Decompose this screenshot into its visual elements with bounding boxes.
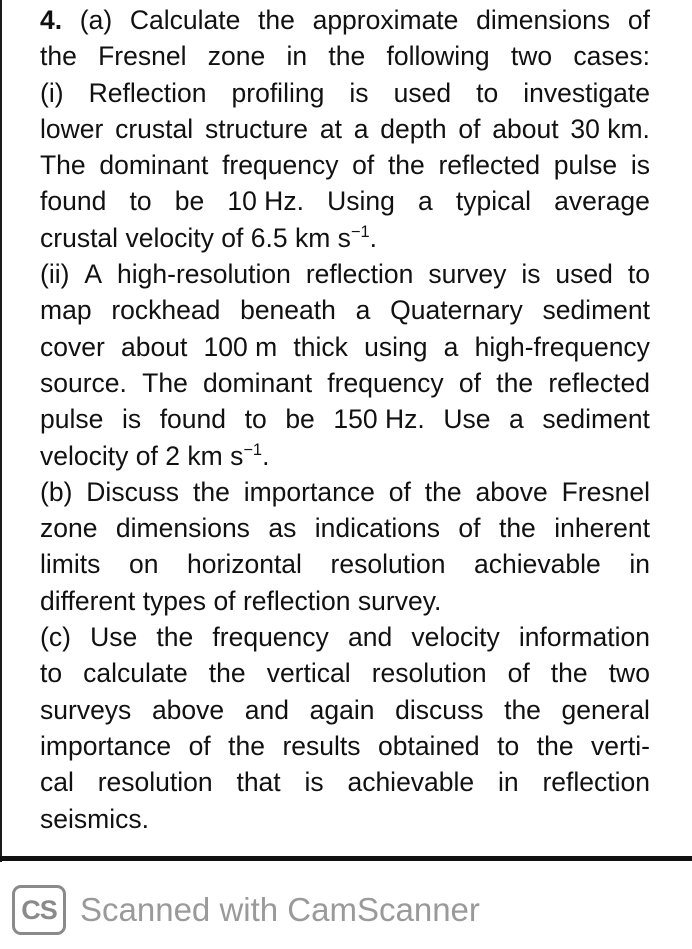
text-line [40,329,650,365]
text-line [40,292,650,328]
text-word: 30 km. [570,113,650,144]
text-word: of [135,440,158,471]
text-line [40,220,650,256]
text-word: types [142,585,207,616]
text-word: The [142,367,188,398]
text-line [40,474,650,510]
text-word: average [554,186,650,217]
text-word: 150 Hz. [333,404,425,435]
text-word: Calculate [129,5,241,35]
text-word: 10 Hz. [227,186,304,217]
text-word: is [630,150,650,181]
text-word: 100 m [203,331,278,362]
text-word: a [509,404,524,435]
text-word: resolution [97,767,213,798]
text-word: using [364,331,428,362]
text-line [40,147,650,183]
question-number: 4. [40,5,63,35]
text-word: again [309,694,375,725]
text-word: of [213,585,236,616]
text-line [40,38,650,74]
text-word: 2 km $s^{-1}$. [165,440,270,471]
text-word: the [424,476,462,507]
text-word: to [497,730,520,761]
text-word: zone [207,41,266,72]
text-word: at [319,113,342,144]
text-word: Discuss [86,476,180,507]
text-word: inherent [554,513,650,544]
text-word: (c) [40,622,71,653]
text-word: of [221,222,244,253]
text-word: resolution [330,549,446,580]
text-line [40,75,650,111]
text-word: calculate [83,658,188,689]
text-word: the [228,730,265,761]
text-word: the [504,694,541,725]
text-line [40,583,650,619]
text-word: velocity [411,622,500,653]
text-line [40,183,650,219]
text-word: of [458,113,481,144]
text-word: above [151,694,225,725]
text-word: map [40,295,92,326]
text-word: limits [40,549,101,580]
text-word: reflection [305,259,414,290]
text-word: Use [90,622,138,653]
text-word: achievable [474,549,601,580]
text-word: of [458,367,482,398]
text-word: high-resolution [117,259,291,290]
text-word: the [536,730,574,761]
text-line [40,438,650,474]
text-word: dominant [99,150,209,181]
text-word: of [627,5,650,35]
text-word: horizontal [187,549,302,580]
text-word: The [40,150,86,181]
text-word: structure [204,113,309,144]
text-word: frequency [212,622,329,653]
text-word: Using [327,186,395,217]
text-word: the [328,41,366,72]
text-word: of [507,658,530,689]
camscanner-watermark-text: Scanned with CamScanner [80,891,480,928]
page-bottom-rule [0,856,692,861]
text-word: velocity [125,222,214,253]
text-word: velocity [40,440,129,471]
text-word: above [475,476,548,507]
text-word: used [555,259,613,290]
text-word: lower [40,113,104,144]
text-line [40,2,650,38]
text-word: Use [443,404,491,435]
text-word: and [244,694,289,725]
text-word: as [268,513,297,544]
text-word: found [40,186,107,217]
text-word: obtained [377,730,480,761]
text-line [40,401,650,437]
text-word: a [355,295,371,326]
text-word: seismics. [40,803,149,834]
text-word: in [497,767,519,798]
text-word: thick [293,331,348,362]
text-word: high-frequency [474,331,650,362]
text-word: be [285,404,315,435]
text-word: be [174,186,205,217]
question-4-text [40,2,650,837]
text-word: a [443,331,459,362]
text-word: discuss [395,694,484,725]
text-word: survey [428,259,507,290]
text-word: verti- [591,730,650,761]
text-word: of [458,513,481,544]
text-word: the [496,367,534,398]
text-word: that [236,767,281,798]
text-word: depth [380,113,447,144]
text-word: (b) [40,476,73,507]
text-word: 6.5 km $s^{-1}$. [250,222,378,253]
text-line [40,510,650,546]
text-word: (ii) [40,259,70,290]
text-word: zone [40,513,98,544]
text-word: crustal [40,222,119,253]
text-word: crustal [115,113,194,144]
text-line [40,256,650,292]
text-word: the [40,41,77,72]
text-line [40,546,650,582]
text-word: beneath [240,295,336,326]
text-word: two [608,658,650,689]
text-word: a [417,186,433,217]
text-word: to [244,404,267,435]
text-line [40,111,650,147]
page-left-border [0,0,2,862]
text-word: frequency [327,367,444,398]
text-word: approximate [312,5,459,35]
text-word: following [386,41,490,72]
text-line [40,801,650,837]
text-word: information [518,622,650,653]
text-line [40,365,650,401]
text-word: in [286,41,308,72]
text-word: the [192,476,230,507]
text-word: the [550,658,588,689]
text-word: profiling [231,77,325,108]
text-word: the [208,658,246,689]
text-word: pulse [40,404,104,435]
text-word: to [40,658,63,689]
text-word: Fresnel [561,476,650,507]
text-word: results [282,730,361,761]
text-word: found [159,404,227,435]
text-word: cover [40,331,105,362]
text-line [40,728,650,764]
text-word: sediment [542,295,650,326]
text-word: to [627,259,650,290]
text-word: is [304,767,324,798]
text-word: a [353,113,369,144]
text-word: vertical [266,658,351,689]
text-word: is [121,404,142,435]
text-line [40,619,650,655]
text-line [40,692,650,728]
text-word: of [388,476,411,507]
text-word: Quaternary [390,295,523,326]
text-word: in [629,549,650,580]
text-word: typical [455,186,531,217]
text-word: indications [314,513,440,544]
text-word: the [258,5,295,35]
text-word: and [347,622,393,653]
text-word: pulse [553,150,618,181]
text-word: reflection [242,585,351,616]
text-word: to [476,77,499,108]
text-word: about [492,113,559,144]
text-word: source. [40,367,127,398]
camscanner-logo-icon: CS [12,885,66,935]
text-word: is [521,259,541,290]
text-word: dimensions [115,513,250,544]
text-word: surveys [40,694,132,725]
text-word: about [121,331,188,362]
text-word: different [40,585,136,616]
text-word: rockhead [111,295,221,326]
text-word: survey. [357,585,442,616]
text-word: achievable [347,767,475,798]
text-word: the [156,622,194,653]
text-word: sediment [542,404,650,435]
text-word: cases: [573,41,650,72]
text-word: cal [40,767,74,798]
camscanner-watermark [12,882,480,938]
text-word: Reflection [88,77,207,108]
text-word: investigate [523,77,650,108]
text-word: of [352,150,375,181]
text-word: to [129,186,152,217]
text-word: reflection [542,767,650,798]
text-word: of [188,730,211,761]
text-word: reflected [548,367,650,398]
text-line [40,655,650,691]
text-word: importance [243,476,375,507]
text-word: dimensions [476,5,611,35]
text-word: is [349,77,369,108]
text-word: dominant [203,367,313,398]
text-word: the [498,513,536,544]
text-line [40,764,650,800]
text-word: on [128,549,159,580]
text-word: Fresnel [98,41,187,72]
text-word: (i) [40,77,64,108]
text-word: general [561,694,650,725]
text-word: A [84,259,103,290]
text-word: used [393,77,452,108]
text-word: (a) [79,5,113,35]
text-word: two [510,41,553,72]
text-word: the [387,150,425,181]
text-word: resolution [371,658,487,689]
text-word: importance [40,730,172,761]
text-word: reflected [438,150,541,181]
text-word: frequency [222,150,339,181]
